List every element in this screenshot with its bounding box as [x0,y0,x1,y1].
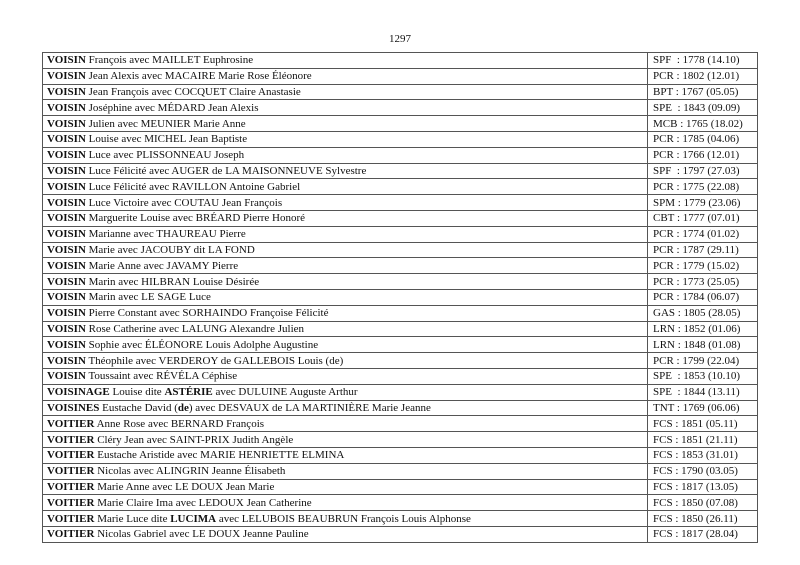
entry-names [43,210,648,226]
entry-names [43,242,648,258]
entry-names [43,53,648,69]
table-row [43,84,758,100]
entry-reference: PCR : 1775 (22.08) [648,179,758,195]
entry-text: Théophile avec VERDEROY de GALLEBOIS Louis (de) [85,354,344,367]
entry-text: Luce Victoire avec COUTAU Jean François [85,196,283,209]
entry-text: Jean François avec COCQUET Claire Anastasie [85,85,301,98]
entry-text: Eustache David ( [99,401,178,414]
surname-bold: VOITIER [47,417,95,430]
surname-bold: VOISIN [47,149,86,162]
surname-bold: VOISIN [47,117,86,130]
entry-reference: SPF : 1778 (14.10) [648,53,758,69]
entry-names [43,400,648,416]
entry-text: Luce avec PLISSONNEAU Joseph [85,149,245,162]
surname-bold: LUCIMA [170,512,217,525]
surname-bold: VOISIN [47,354,86,367]
table-row [43,242,758,258]
entry-reference: FCS : 1853 (31.01) [648,447,758,463]
entry-text: Cléry Jean avec SAINT-PRIX Judith Angèle [94,433,294,446]
surname-bold: de [177,401,189,414]
entry-reference: FCS : 1850 (07.08) [648,495,758,511]
entry-text: François avec MAILLET Euphrosine [85,54,254,67]
entry-reference: LRN : 1852 (01.06) [648,321,758,337]
entry-reference: FCS : 1817 (28.04) [648,526,758,542]
entry-names [43,526,648,542]
surname-bold: VOISIN [47,243,86,256]
entry-names [43,479,648,495]
table-row [43,163,758,179]
surname-bold: VOITIER [47,512,95,525]
surname-bold: VOISIN [47,70,86,83]
surname-bold: VOITIER [47,528,95,541]
entry-text: Marie Anne avec LE DOUX Jean Marie [94,480,275,493]
table-row [43,179,758,195]
surname-bold: ASTÉRIE [164,386,213,399]
entry-text: Marie Anne avec JAVAMY Pierre [85,259,239,272]
entry-reference: SPF : 1797 (27.03) [648,163,758,179]
entry-names [43,511,648,527]
entry-reference: SPE : 1843 (09.09) [648,100,758,116]
entry-text: Eustache Aristide avec MARIE HENRIETTE ELMINA [94,449,345,462]
entry-text: Louise dite [109,386,165,399]
entry-text: Sophie avec ÉLÉONORE Louis Adolphe Augustine [85,338,319,351]
entry-reference: PCR : 1799 (22.04) [648,353,758,369]
entry-names [43,337,648,353]
entry-reference: PCR : 1779 (15.02) [648,258,758,274]
entry-text: Joséphine avec MÉDARD Jean Alexis [85,101,259,114]
surname-bold: VOISIN [47,338,86,351]
table-row [43,353,758,369]
surname-bold: VOISIN [47,164,86,177]
entry-reference: PCR : 1766 (12.01) [648,147,758,163]
surname-bold: VOISIN [47,133,86,146]
surname-bold: VOITIER [47,465,95,478]
entry-reference: FCS : 1817 (13.05) [648,479,758,495]
surname-bold: VOISIN [47,307,86,320]
surname-bold: VOISIN [47,322,86,335]
table-row [43,100,758,116]
table-row [43,195,758,211]
table-row [43,400,758,416]
entry-names [43,226,648,242]
entry-names [43,353,648,369]
entry-text: Nicolas Gabriel avec LE DOUX Jeanne Pauline [94,528,309,541]
surname-bold: VOISIN [47,259,86,272]
surname-bold: VOITIER [47,480,95,493]
surname-bold: VOISIN [47,54,86,67]
table-row [43,463,758,479]
table-row [43,210,758,226]
entry-reference: PCR : 1773 (25.05) [648,274,758,290]
table-row [43,53,758,69]
entry-names [43,416,648,432]
page-number: 1297 [389,33,411,45]
entry-text: Marin avec HILBRAN Louise Désirée [85,275,260,288]
table-row [43,274,758,290]
table-row [43,368,758,384]
surname-bold: VOISIN [47,212,86,225]
surname-bold: VOISINES [47,401,100,414]
table-row [43,305,758,321]
entry-names [43,384,648,400]
entry-names [43,447,648,463]
entry-text: Toussaint avec RÉVÉLA Céphise [85,370,238,383]
entry-reference: BPT : 1767 (05.05) [648,84,758,100]
entry-reference: FCS : 1851 (21.11) [648,432,758,448]
entry-text: Luce Félicité avec RAVILLON Antoine Gabriel [85,180,301,193]
entry-names [43,163,648,179]
entry-names [43,432,648,448]
table-row [43,495,758,511]
surname-bold: VOISIN [47,228,86,241]
entry-reference: FCS : 1850 (26.11) [648,511,758,527]
table-row [43,384,758,400]
table-row [43,479,758,495]
table-row [43,432,758,448]
surname-bold: VOISIN [47,291,86,304]
entry-reference: TNT : 1769 (06.06) [648,400,758,416]
marriage-index-table [42,52,758,543]
entry-names [43,84,648,100]
entry-names [43,116,648,132]
entry-reference: SPM : 1779 (23.06) [648,195,758,211]
entry-text: Marie avec JACOUBY dit LA FOND [85,243,255,256]
entry-text: Marguerite Louise avec BRÉARD Pierre Honoré [85,212,306,225]
entry-text: Rose Catherine avec LALUNG Alexandre Julien [85,322,305,335]
table-row [43,147,758,163]
entry-names [43,321,648,337]
entry-text: ) avec DESVAUX de LA MARTINIÈRE Marie Jeanne [188,401,431,414]
entry-reference: GAS : 1805 (28.05) [648,305,758,321]
entry-names [43,68,648,84]
entry-names [43,179,648,195]
entry-reference: PCR : 1784 (06.07) [648,289,758,305]
entry-reference: LRN : 1848 (01.08) [648,337,758,353]
entry-names [43,195,648,211]
entry-names [43,258,648,274]
entry-text: Marie Claire Ima avec LEDOUX Jean Catherine [94,496,312,509]
entry-names [43,305,648,321]
entry-text: Julien avec MEUNIER Marie Anne [85,117,246,130]
table-row [43,447,758,463]
entry-names [43,100,648,116]
entry-reference: FCS : 1851 (05.11) [648,416,758,432]
surname-bold: VOITIER [47,449,95,462]
entry-text: avec LELUBOIS BEAUBRUN François Louis Alphonse [216,512,471,525]
entry-reference: PCR : 1802 (12.01) [648,68,758,84]
table-row [43,289,758,305]
entry-names [43,147,648,163]
entry-reference: SPE : 1853 (10.10) [648,368,758,384]
surname-bold: VOITIER [47,433,95,446]
table-row [43,511,758,527]
surname-bold: VOISIN [47,85,86,98]
table-row [43,416,758,432]
entry-text: Louise avec MICHEL Jean Baptiste [85,133,248,146]
entry-names [43,289,648,305]
table-row [43,116,758,132]
entry-text: Marin avec LE SAGE Luce [85,291,211,304]
entry-reference: MCB : 1765 (18.02) [648,116,758,132]
entry-reference: PCR : 1785 (04.06) [648,131,758,147]
surname-bold: VOISIN [47,275,86,288]
surname-bold: VOISIN [47,370,86,383]
entry-text: Marie Luce dite [94,512,171,525]
table-row [43,321,758,337]
surname-bold: VOISIN [47,101,86,114]
surname-bold: VOISIN [47,196,86,209]
table-row [43,68,758,84]
entry-text: Nicolas avec ALINGRIN Jeanne Élisabeth [94,465,286,478]
table-row [43,258,758,274]
entry-text: Marianne avec THAUREAU Pierre [85,228,246,241]
entry-text: Anne Rose avec BERNARD François [94,417,265,430]
entry-reference: FCS : 1790 (03.05) [648,463,758,479]
entry-names [43,368,648,384]
surname-bold: VOISIN [47,180,86,193]
entry-names [43,274,648,290]
entry-text: Luce Félicité avec AUGER de LA MAISONNEUVE Sylvestre [85,164,367,177]
table-row [43,526,758,542]
entry-names [43,463,648,479]
entry-text: Pierre Constant avec SORHAINDO Françoise Félicité [85,307,329,320]
surname-bold: VOITIER [47,496,95,509]
entry-names [43,495,648,511]
table-row [43,131,758,147]
entry-reference: CBT : 1777 (07.01) [648,210,758,226]
entry-names [43,131,648,147]
table-row [43,337,758,353]
table-row [43,226,758,242]
entry-text: avec DULUINE Auguste Arthur [212,386,358,399]
entry-reference: PCR : 1787 (29.11) [648,242,758,258]
entry-reference: PCR : 1774 (01.02) [648,226,758,242]
entry-reference: SPE : 1844 (13.11) [648,384,758,400]
surname-bold: VOISINAGE [47,386,110,399]
entry-text: Jean Alexis avec MACAIRE Marie Rose Éléonore [85,70,312,83]
